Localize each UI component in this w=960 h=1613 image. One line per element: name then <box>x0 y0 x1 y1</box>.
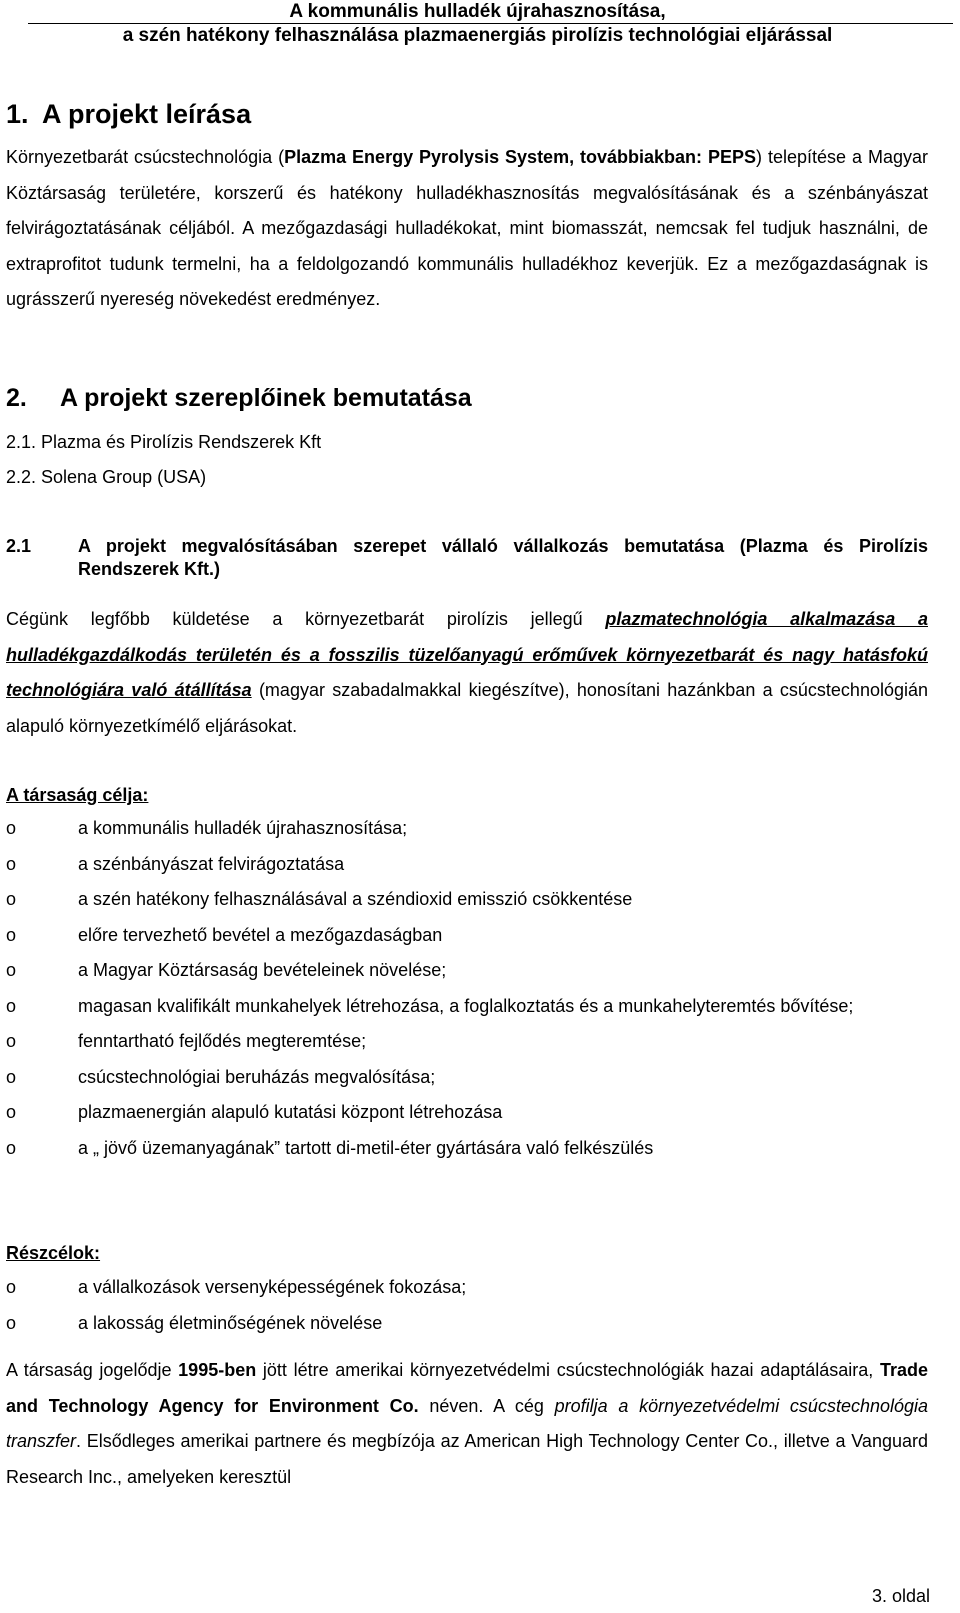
bold-run: Plazma Energy Pyrolysis System, továbbiakban: PEPS <box>284 147 757 167</box>
list-item-text: a lakosság életminőségének növelése <box>78 1312 383 1333</box>
text-run: A társaság jogelődje <box>6 1360 179 1380</box>
bullet-marker: o <box>6 960 17 980</box>
list-item-text: magasan kvalifikált munkahelyek létrehozása, a foglalkoztatás és a munkahelyteremtés bővítése; <box>78 995 854 1016</box>
bullet-marker: o <box>6 1277 17 1297</box>
goals-label-text: A társaság célja: <box>6 785 149 805</box>
goals-label <box>6 783 148 807</box>
list-item <box>6 1060 928 1096</box>
page-number: 3. oldal <box>871 1586 930 1606</box>
section1-title: A projekt leírása <box>42 99 252 129</box>
list-item-text: csúcstechnológiai beruházás megvalósítása; <box>78 1066 436 1087</box>
history-paragraph <box>6 1353 928 1495</box>
list-item <box>6 989 928 1025</box>
bold-run: 1995-ben <box>178 1360 257 1380</box>
list-item <box>6 882 928 918</box>
bullet-marker: o <box>6 1137 17 1158</box>
text-run: jött létre amerikai környezetvédelmi csúcstechnológiák hazai adaptálásaira, <box>256 1360 880 1380</box>
list-item-text: a kommunális hulladék újrahasznosítása; <box>78 818 408 838</box>
bullet-marker: o <box>6 818 17 838</box>
text-run: Környezetbarát csúcstechnológia ( <box>6 147 285 167</box>
header-title-line2: a szén hatékony felhasználása plazmaenergiás pirolízis technológiai eljárással <box>122 25 833 46</box>
list-item-text: a Magyar Köztársaság bevételeinek növelése; <box>78 960 447 980</box>
list-item <box>6 811 928 847</box>
text-run: (magyar szabadalmakkal kiegészítve), honosítani hazánkban a csúcstechnológián alapuló környezetkímélő eljárásokat. <box>6 680 928 736</box>
section2-item: 2.2. Solena Group (USA) <box>6 467 207 487</box>
list-item <box>6 1306 928 1342</box>
list-item <box>6 1270 928 1306</box>
section21-number: 2.1 <box>6 536 32 556</box>
list-item <box>6 1095 928 1131</box>
subgoals-list <box>6 1270 928 1341</box>
list-item <box>6 918 928 954</box>
bullet-marker: o <box>6 924 17 945</box>
section1-paragraph <box>6 140 928 318</box>
section21-title: A projekt megvalósításában szerepet vállaló vállalkozás bemutatása (Plazma és Pirolízis Rendszerek Kft.) <box>78 536 928 579</box>
italic-run: profilja a környezetvédelmi csúcstechnológia transzfer <box>6 1395 929 1451</box>
bullet-marker: o <box>6 1031 17 1051</box>
section2-title: A projekt szereplőinek bemutatása <box>60 384 472 412</box>
list-item <box>6 847 928 883</box>
list-item <box>6 1131 928 1167</box>
list-item <box>6 1024 928 1060</box>
list-item-text: plazmaenergián alapuló kutatási központ létrehozása <box>78 1102 503 1122</box>
text-run: néven. A cég <box>418 1395 555 1416</box>
text-run: Cégünk legfőbb küldetése a környezetbarát pirolízis jellegű <box>6 609 606 629</box>
section1-heading <box>6 98 251 130</box>
bullet-marker: o <box>6 889 17 909</box>
bullet-marker: o <box>6 995 17 1016</box>
bullet-marker: o <box>6 1312 17 1333</box>
list-item-text: a „ jövő üzemanyagának” tartott di-metil-éter gyártására való felkészülés <box>78 1137 654 1158</box>
goals-list <box>6 811 928 1166</box>
header-title-line1: A kommunális hulladék újrahasznosítása, <box>289 1 666 22</box>
bullet-marker: o <box>6 853 17 874</box>
emphasis-run: plazmatechnológia alkalmazása a hulladékgazdálkodás területén és a fosszilis tüzelőanyagú erőművek környezetbarát és nagy hatásfokú technológiára való átállítása <box>6 609 928 700</box>
list-item-text: előre tervezhető bevétel a mezőgazdaságban <box>78 924 443 945</box>
list-item-text: a szén hatékony felhasználásával a széndioxid emisszió csökkentése <box>78 889 633 909</box>
section2-heading <box>6 382 472 414</box>
list-item-text: fenntartható fejlődés megteremtése; <box>78 1031 367 1051</box>
list-item-text: a vállalkozások versenyképességének fokozása; <box>78 1277 467 1297</box>
section1-number: 1. <box>6 99 29 129</box>
list-item <box>6 953 928 989</box>
section2-number: 2. <box>6 384 27 412</box>
bold-run: Trade and Technology Agency for Environment Co. <box>6 1360 929 1416</box>
text-run: ) telepítése a Magyar Köztársaság területére, korszerű és hatékony hulladékhasznosítás megvalósításának és a szénbányászat felvirágoztatásának céljából. A mezőgazdasági hulladékokat, mint biomasszát, nemcsak fel tudjuk használni, de extraprofitot tudunk termelni, ha a feldolgozandó kommunális hulladékhoz keverjük. Ez a mezőgazdaságnak is ugrásszerű nyereség növekedést eredményez. <box>6 147 928 309</box>
section2-item: 2.1. Plazma és Pirolízis Rendszerek Kft <box>6 432 322 452</box>
bullet-marker: o <box>6 1066 17 1087</box>
text-run: . Elsődleges amerikai partnere és megbízója az American High Technology Center Co., illetve a Vanguard Research Inc., amelyeken keresztül <box>6 1431 928 1487</box>
list-item-text: a szénbányászat felvirágoztatása <box>78 853 345 874</box>
section21-paragraph <box>6 602 928 744</box>
subgoals-label <box>6 1241 100 1265</box>
bullet-marker: o <box>6 1102 17 1122</box>
subgoals-label-text: Részcélok: <box>6 1243 101 1263</box>
